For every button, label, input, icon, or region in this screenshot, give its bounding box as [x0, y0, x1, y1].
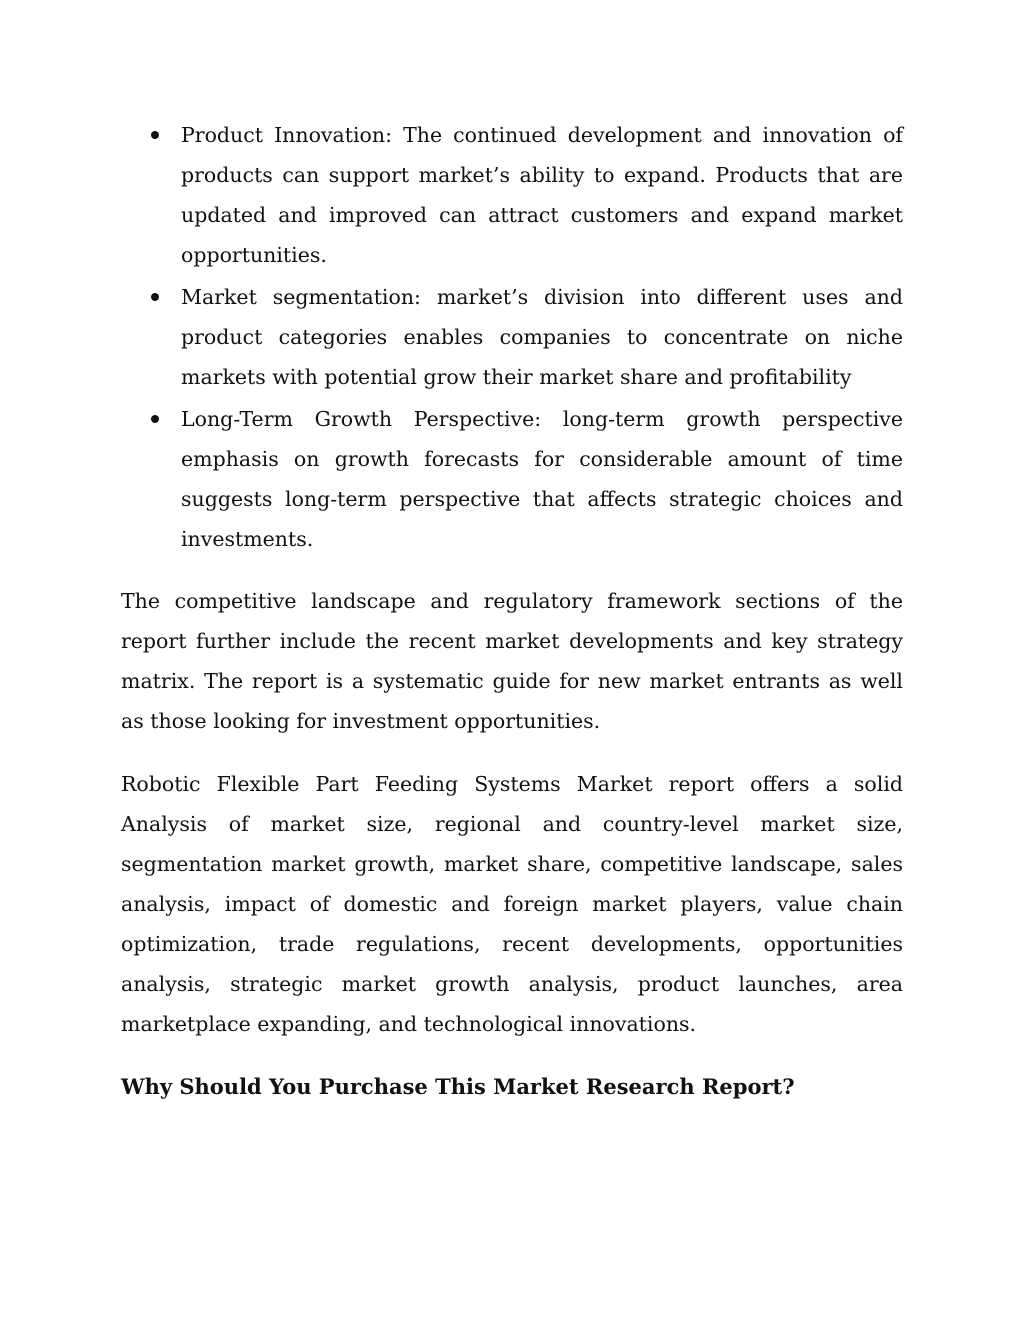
section-heading: Why Should You Purchase This Market Research Report?: [121, 1074, 795, 1099]
bullet-text: Market segmentation: market’s division into different uses and product categories enables companies to concentrate on niche markets with potential grow their market share and profitability: [181, 285, 903, 389]
bullet-dot-icon: [151, 415, 159, 423]
bullet-item-long-term-growth: [121, 399, 903, 559]
bullet-dot-icon: [151, 293, 159, 301]
bullet-item-product-innovation: [121, 115, 903, 275]
paragraph-report-analysis: Robotic Flexible Part Feeding Systems Market report offers a solid Analysis of market size, regional and country-level market size, segmentation market growth, market share, competitive landscape, sales analysis, impact of domestic and foreign market players, value chain optimization, trade regulations, recent developments, opportunities analysis, strategic market growth analysis, product launches, area marketplace expanding, and technological innovations.: [121, 772, 903, 1036]
bullet-text: Long-Term Growth Perspective: long-term growth perspective emphasis on growth forecasts for considerable amount of time suggests long-term perspective that affects strategic choices and investments.: [181, 407, 903, 551]
bullet-dot-icon: [151, 131, 159, 139]
paragraph-competitive-landscape: The competitive landscape and regulatory framework sections of the report further include the recent market developments and key strategy matrix. The report is a systematic guide for new market entrants as well as those looking for investment opportunities.: [121, 589, 903, 733]
bullet-text: Product Innovation: The continued development and innovation of products can support market’s ability to expand. Products that are updated and improved can attract customers and expand market opportunities.: [181, 123, 903, 267]
bullet-list: [121, 115, 903, 559]
bullet-item-market-segmentation: [121, 277, 903, 397]
document-page: [121, 115, 903, 1107]
